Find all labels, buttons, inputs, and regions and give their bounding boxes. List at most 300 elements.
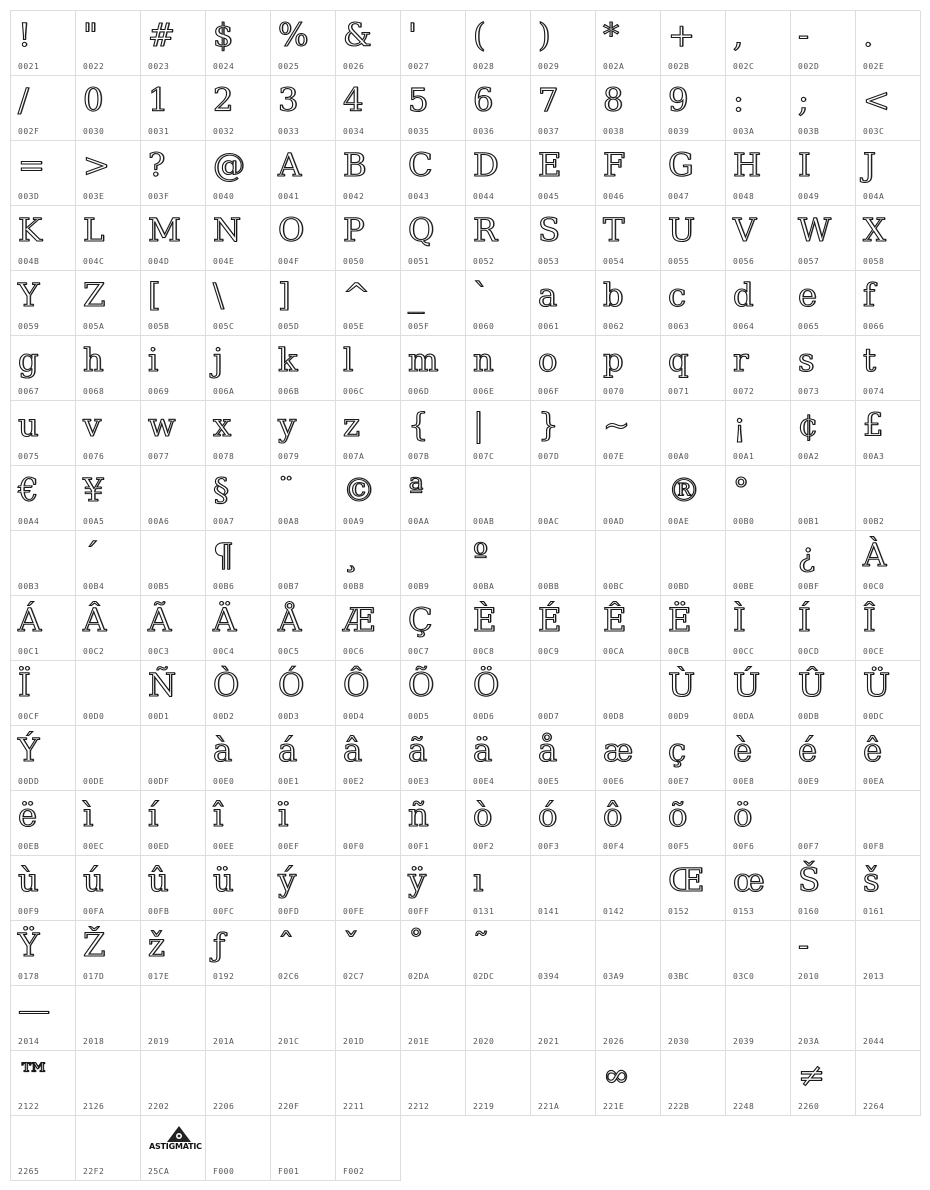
- glyph-cell-0061[interactable]: [531, 271, 596, 336]
- glyph-cell-002d[interactable]: [791, 11, 856, 76]
- glyph-cell-00fd[interactable]: [271, 856, 336, 921]
- glyph-sample: t: [863, 341, 876, 379]
- glyph-cell-0026[interactable]: [336, 11, 401, 76]
- glyph-cell-00e9[interactable]: [791, 726, 856, 791]
- glyph-cell-00c2[interactable]: [76, 596, 141, 661]
- glyph-cell-0069[interactable]: [141, 336, 206, 401]
- glyph-cell-00b5[interactable]: [141, 531, 206, 596]
- glyph-cell-00ba[interactable]: [466, 531, 531, 596]
- glyph-cell-201c[interactable]: [271, 986, 336, 1051]
- glyph-cell-00f5[interactable]: [661, 791, 726, 856]
- glyph-cell-002c[interactable]: [726, 11, 791, 76]
- glyph-cell-017d[interactable]: [76, 921, 141, 986]
- glyph-cell-2260[interactable]: [791, 1051, 856, 1116]
- glyph-cell-0035[interactable]: [401, 76, 466, 141]
- glyph-cell-00dd[interactable]: [11, 726, 76, 791]
- glyph-cell-00b6[interactable]: [206, 531, 271, 596]
- glyph-cell-00e7[interactable]: [661, 726, 726, 791]
- glyph-cell-0076[interactable]: [76, 401, 141, 466]
- glyph-codepoint: 0047: [668, 192, 690, 201]
- glyph-cell-0160[interactable]: [791, 856, 856, 921]
- glyph-cell-0050[interactable]: [336, 206, 401, 271]
- glyph-cell-00f4[interactable]: [596, 791, 661, 856]
- glyph-cell-00b4[interactable]: [76, 531, 141, 596]
- glyph-codepoint: 0078: [213, 452, 235, 461]
- glyph-cell-00b3[interactable]: [11, 531, 76, 596]
- glyph-codepoint: 003D: [18, 192, 40, 201]
- glyph-cell-00c7[interactable]: [401, 596, 466, 661]
- glyph-cell-2014[interactable]: [11, 986, 76, 1051]
- glyph-sample: {: [408, 406, 429, 444]
- glyph-cell-0042[interactable]: [336, 141, 401, 206]
- glyph-cell-0070[interactable]: [596, 336, 661, 401]
- glyph-cell-0152[interactable]: [661, 856, 726, 921]
- glyph-cell-00d4[interactable]: [336, 661, 401, 726]
- glyph-cell-00da[interactable]: [726, 661, 791, 726]
- glyph-cell-0075[interactable]: [11, 401, 76, 466]
- glyph-cell-0057[interactable]: [791, 206, 856, 271]
- glyph-cell-00ef[interactable]: [271, 791, 336, 856]
- glyph-cell-00b7[interactable]: [271, 531, 336, 596]
- glyph-codepoint: 007A: [343, 452, 365, 461]
- glyph-cell-2206[interactable]: [206, 1051, 271, 1116]
- glyph-cell-00ed[interactable]: [141, 791, 206, 856]
- glyph-cell-2248[interactable]: [726, 1051, 791, 1116]
- glyph-codepoint: 00FF: [408, 907, 430, 916]
- glyph-cell-00a7[interactable]: [206, 466, 271, 531]
- glyph-cell-02da[interactable]: [401, 921, 466, 986]
- glyph-codepoint: 00C0: [863, 582, 885, 591]
- glyph-cell-2019[interactable]: [141, 986, 206, 1051]
- glyph-cell-00eb[interactable]: [11, 791, 76, 856]
- glyph-codepoint: 00EE: [213, 842, 235, 851]
- glyph-cell-00e1[interactable]: [271, 726, 336, 791]
- glyph-cell-201d[interactable]: [336, 986, 401, 1051]
- glyph-cell-0024[interactable]: [206, 11, 271, 76]
- glyph-cell-002f[interactable]: [11, 76, 76, 141]
- glyph-codepoint: 02DC: [473, 972, 495, 981]
- glyph-cell-0178[interactable]: [11, 921, 76, 986]
- glyph-cell-00f1[interactable]: [401, 791, 466, 856]
- glyph-cell-0074[interactable]: [856, 336, 921, 401]
- glyph-cell-00f2[interactable]: [466, 791, 531, 856]
- glyph-cell-004e[interactable]: [206, 206, 271, 271]
- glyph-cell-00fa[interactable]: [76, 856, 141, 921]
- glyph-cell-2122[interactable]: [11, 1051, 76, 1116]
- glyph-cell-0025[interactable]: [271, 11, 336, 76]
- glyph-cell-00b8[interactable]: [336, 531, 401, 596]
- glyph-cell-00c0[interactable]: [856, 531, 921, 596]
- glyph-cell-00d1[interactable]: [141, 661, 206, 726]
- glyph-codepoint: 00D1: [148, 712, 170, 721]
- glyph-cell-0072[interactable]: [726, 336, 791, 401]
- glyph-codepoint: 00DC: [863, 712, 885, 721]
- glyph-cell-00fb[interactable]: [141, 856, 206, 921]
- glyph-cell-00bc[interactable]: [596, 531, 661, 596]
- glyph-cell-00d3[interactable]: [271, 661, 336, 726]
- glyph-cell-2026[interactable]: [596, 986, 661, 1051]
- glyph-cell-2020[interactable]: [466, 986, 531, 1051]
- glyph-cell-017e[interactable]: [141, 921, 206, 986]
- glyph-cell-00a0[interactable]: [661, 401, 726, 466]
- glyph-cell-005e[interactable]: [336, 271, 401, 336]
- glyph-cell-00cb[interactable]: [661, 596, 726, 661]
- glyph-cell-2021[interactable]: [531, 986, 596, 1051]
- glyph-cell-00d9[interactable]: [661, 661, 726, 726]
- glyph-cell-0051[interactable]: [401, 206, 466, 271]
- glyph-sample: ú: [83, 861, 104, 899]
- glyph-cell-005c[interactable]: [206, 271, 271, 336]
- glyph-sample: ƒ: [213, 926, 225, 964]
- glyph-sample: ∞: [603, 1056, 630, 1094]
- glyph-cell-00bb[interactable]: [531, 531, 596, 596]
- glyph-cell-0031[interactable]: [141, 76, 206, 141]
- glyph-cell-00c6[interactable]: [336, 596, 401, 661]
- glyph-cell-0064[interactable]: [726, 271, 791, 336]
- glyph-cell-00e2[interactable]: [336, 726, 401, 791]
- glyph-cell-003e[interactable]: [76, 141, 141, 206]
- glyph-cell-00a6[interactable]: [141, 466, 206, 531]
- glyph-cell-201a[interactable]: [206, 986, 271, 1051]
- glyph-cell-00f3[interactable]: [531, 791, 596, 856]
- glyph-cell-005d[interactable]: [271, 271, 336, 336]
- glyph-cell-007e[interactable]: [596, 401, 661, 466]
- glyph-cell-0032[interactable]: [206, 76, 271, 141]
- glyph-cell-00ea[interactable]: [856, 726, 921, 791]
- glyph-cell-2126[interactable]: [76, 1051, 141, 1116]
- glyph-codepoint: 002F: [18, 127, 40, 136]
- glyph-cell-02dc[interactable]: [466, 921, 531, 986]
- glyph-cell-00f7[interactable]: [791, 791, 856, 856]
- glyph-sample: b: [603, 276, 624, 314]
- glyph-cell-006c[interactable]: [336, 336, 401, 401]
- glyph-cell-0059[interactable]: [11, 271, 76, 336]
- glyph-codepoint: 00C6: [343, 647, 365, 656]
- glyph-cell-0047[interactable]: [661, 141, 726, 206]
- glyph-cell-222b[interactable]: [661, 1051, 726, 1116]
- glyph-codepoint: 0048: [733, 192, 755, 201]
- glyph-cell-00d0[interactable]: [76, 661, 141, 726]
- glyph-codepoint: 00F8: [863, 842, 885, 851]
- glyph-cell-2013[interactable]: [856, 921, 921, 986]
- glyph-cell-0043[interactable]: [401, 141, 466, 206]
- glyph-cell-00db[interactable]: [791, 661, 856, 726]
- glyph-cell-003c[interactable]: [856, 76, 921, 141]
- glyph-cell-0062[interactable]: [596, 271, 661, 336]
- glyph-cell-00cf[interactable]: [11, 661, 76, 726]
- glyph-cell-003b[interactable]: [791, 76, 856, 141]
- glyph-cell-00cd[interactable]: [791, 596, 856, 661]
- glyph-codepoint: 00B5: [148, 582, 170, 591]
- glyph-cell-0039[interactable]: [661, 76, 726, 141]
- glyph-cell-00c8[interactable]: [466, 596, 531, 661]
- glyph-cell-0192[interactable]: [206, 921, 271, 986]
- glyph-sample: H: [733, 146, 761, 184]
- glyph-cell-005b[interactable]: [141, 271, 206, 336]
- glyph-cell-00f9[interactable]: [11, 856, 76, 921]
- glyph-codepoint: 0028: [473, 62, 495, 71]
- glyph-cell-00e8[interactable]: [726, 726, 791, 791]
- glyph-cell-2219[interactable]: [466, 1051, 531, 1116]
- glyph-cell-007b[interactable]: [401, 401, 466, 466]
- glyph-cell-00e6[interactable]: [596, 726, 661, 791]
- glyph-sample: w: [148, 406, 176, 444]
- glyph-cell-00a9[interactable]: [336, 466, 401, 531]
- glyph-sample: ù: [18, 861, 39, 899]
- glyph-codepoint: 0153: [733, 907, 755, 916]
- glyph-cell-0044[interactable]: [466, 141, 531, 206]
- glyph-cell-00fe[interactable]: [336, 856, 401, 921]
- glyph-cell-00ad[interactable]: [596, 466, 661, 531]
- glyph-cell-2010[interactable]: [791, 921, 856, 986]
- glyph-cell-2030[interactable]: [661, 986, 726, 1051]
- glyph-cell-2211[interactable]: [336, 1051, 401, 1116]
- glyph-cell-f000[interactable]: [206, 1116, 271, 1181]
- glyph-cell-00ac[interactable]: [531, 466, 596, 531]
- glyph-cell-f001[interactable]: [271, 1116, 336, 1181]
- glyph-cell-03a9[interactable]: [596, 921, 661, 986]
- glyph-cell-00aa[interactable]: [401, 466, 466, 531]
- glyph-cell-00d8[interactable]: [596, 661, 661, 726]
- glyph-cell-004c[interactable]: [76, 206, 141, 271]
- glyph-cell-00d5[interactable]: [401, 661, 466, 726]
- glyph-sample: +: [668, 16, 695, 54]
- glyph-codepoint: 00F7: [798, 842, 820, 851]
- glyph-cell-00bd[interactable]: [661, 531, 726, 596]
- glyph-cell-00ee[interactable]: [206, 791, 271, 856]
- glyph-cell-25ca[interactable]: [141, 1116, 206, 1181]
- glyph-cell-00e4[interactable]: [466, 726, 531, 791]
- glyph-codepoint: 201E: [408, 1037, 430, 1046]
- glyph-cell-0078[interactable]: [206, 401, 271, 466]
- glyph-cell-00ae[interactable]: [661, 466, 726, 531]
- glyph-cell-00c9[interactable]: [531, 596, 596, 661]
- glyph-sample: !: [18, 16, 31, 54]
- glyph-cell-0071[interactable]: [661, 336, 726, 401]
- glyph-cell-201e[interactable]: [401, 986, 466, 1051]
- glyph-cell-003d[interactable]: [11, 141, 76, 206]
- glyph-cell-00a5[interactable]: [76, 466, 141, 531]
- glyph-sample: L: [83, 211, 105, 249]
- glyph-cell-00c1[interactable]: [11, 596, 76, 661]
- glyph-cell-0058[interactable]: [856, 206, 921, 271]
- glyph-sample: 7: [538, 81, 559, 119]
- glyph-cell-0161[interactable]: [856, 856, 921, 921]
- glyph-cell-00d2[interactable]: [206, 661, 271, 726]
- glyph-cell-0053[interactable]: [531, 206, 596, 271]
- glyph-sample: c: [668, 276, 686, 314]
- glyph-cell-221a[interactable]: [531, 1051, 596, 1116]
- glyph-codepoint: 004F: [278, 257, 300, 266]
- glyph-cell-0073[interactable]: [791, 336, 856, 401]
- glyph-cell-0063[interactable]: [661, 271, 726, 336]
- glyph-cell-00a8[interactable]: [271, 466, 336, 531]
- glyph-cell-0048[interactable]: [726, 141, 791, 206]
- glyph-cell-221e[interactable]: [596, 1051, 661, 1116]
- glyph-cell-0041[interactable]: [271, 141, 336, 206]
- glyph-cell-006b[interactable]: [271, 336, 336, 401]
- glyph-sample: é: [798, 731, 817, 769]
- glyph-codepoint: 2021: [538, 1037, 560, 1046]
- glyph-codepoint: 00E4: [473, 777, 495, 786]
- glyph-cell-0079[interactable]: [271, 401, 336, 466]
- glyph-cell-0038[interactable]: [596, 76, 661, 141]
- glyph-codepoint: 006F: [538, 387, 560, 396]
- glyph-cell-0394[interactable]: [531, 921, 596, 986]
- glyph-cell-00d7[interactable]: [531, 661, 596, 726]
- glyph-cell-0065[interactable]: [791, 271, 856, 336]
- glyph-sample: Ò: [213, 666, 240, 704]
- glyph-cell-004f[interactable]: [271, 206, 336, 271]
- glyph-cell-0029[interactable]: [531, 11, 596, 76]
- glyph-cell-0056[interactable]: [726, 206, 791, 271]
- glyph-cell-002a[interactable]: [596, 11, 661, 76]
- glyph-cell-02c7[interactable]: [336, 921, 401, 986]
- glyph-cell-f002[interactable]: [336, 1116, 401, 1181]
- glyph-cell-00ff[interactable]: [401, 856, 466, 921]
- glyph-cell-00f8[interactable]: [856, 791, 921, 856]
- glyph-cell-0131[interactable]: [466, 856, 531, 921]
- glyph-cell-00f0[interactable]: [336, 791, 401, 856]
- glyph-codepoint: 00F1: [408, 842, 430, 851]
- glyph-cell-00b0[interactable]: [726, 466, 791, 531]
- glyph-cell-00ce[interactable]: [856, 596, 921, 661]
- glyph-sample: õ: [668, 796, 688, 834]
- glyph-cell-007a[interactable]: [336, 401, 401, 466]
- glyph-cell-00b1[interactable]: [791, 466, 856, 531]
- glyph-cell-2039[interactable]: [726, 986, 791, 1051]
- glyph-cell-0022[interactable]: [76, 11, 141, 76]
- glyph-cell-00d6[interactable]: [466, 661, 531, 726]
- glyph-cell-0049[interactable]: [791, 141, 856, 206]
- glyph-cell-00cc[interactable]: [726, 596, 791, 661]
- glyph-cell-00a1[interactable]: [726, 401, 791, 466]
- glyph-cell-0021[interactable]: [11, 11, 76, 76]
- glyph-cell-0052[interactable]: [466, 206, 531, 271]
- glyph-codepoint: 0031: [148, 127, 170, 136]
- glyph-cell-03bc[interactable]: [661, 921, 726, 986]
- glyph-cell-006d[interactable]: [401, 336, 466, 401]
- glyph-cell-00ab[interactable]: [466, 466, 531, 531]
- glyph-cell-00de[interactable]: [76, 726, 141, 791]
- glyph-cell-00c5[interactable]: [271, 596, 336, 661]
- glyph-cell-0055[interactable]: [661, 206, 726, 271]
- glyph-cell-00e5[interactable]: [531, 726, 596, 791]
- glyph-cell-00a4[interactable]: [11, 466, 76, 531]
- glyph-cell-2264[interactable]: [856, 1051, 921, 1116]
- glyph-codepoint: 00F5: [668, 842, 690, 851]
- glyph-cell-0142[interactable]: [596, 856, 661, 921]
- glyph-cell-007c[interactable]: [466, 401, 531, 466]
- glyph-cell-0023[interactable]: [141, 11, 206, 76]
- glyph-cell-0034[interactable]: [336, 76, 401, 141]
- glyph-cell-004b[interactable]: [11, 206, 76, 271]
- glyph-cell-00e0[interactable]: [206, 726, 271, 791]
- glyph-cell-006a[interactable]: [206, 336, 271, 401]
- glyph-cell-003a[interactable]: [726, 76, 791, 141]
- glyph-cell-00a2[interactable]: [791, 401, 856, 466]
- glyph-codepoint: 00F3: [538, 842, 560, 851]
- glyph-cell-004a[interactable]: [856, 141, 921, 206]
- glyph-cell-0028[interactable]: [466, 11, 531, 76]
- glyph-sample: Š: [798, 861, 820, 899]
- glyph-cell-00f6[interactable]: [726, 791, 791, 856]
- glyph-cell-22f2[interactable]: [76, 1116, 141, 1181]
- glyph-cell-002b[interactable]: [661, 11, 726, 76]
- glyph-cell-002e[interactable]: [856, 11, 921, 76]
- glyph-cell-02c6[interactable]: [271, 921, 336, 986]
- glyph-cell-2018[interactable]: [76, 986, 141, 1051]
- glyph-cell-00e3[interactable]: [401, 726, 466, 791]
- glyph-cell-0068[interactable]: [76, 336, 141, 401]
- glyph-cell-0066[interactable]: [856, 271, 921, 336]
- glyph-cell-00c4[interactable]: [206, 596, 271, 661]
- glyph-cell-0030[interactable]: [76, 76, 141, 141]
- glyph-sample: ê: [863, 731, 882, 769]
- glyph-cell-00be[interactable]: [726, 531, 791, 596]
- glyph-cell-00dc[interactable]: [856, 661, 921, 726]
- glyph-cell-0060[interactable]: [466, 271, 531, 336]
- glyph-codepoint: 00B6: [213, 582, 235, 591]
- glyph-cell-2044[interactable]: [856, 986, 921, 1051]
- glyph-cell-006e[interactable]: [466, 336, 531, 401]
- glyph-cell-006f[interactable]: [531, 336, 596, 401]
- glyph-cell-00fc[interactable]: [206, 856, 271, 921]
- glyph-cell-00a3[interactable]: [856, 401, 921, 466]
- glyph-codepoint: 002A: [603, 62, 625, 71]
- glyph-cell-0040[interactable]: [206, 141, 271, 206]
- glyph-cell-00ca[interactable]: [596, 596, 661, 661]
- glyph-cell-005f[interactable]: [401, 271, 466, 336]
- glyph-codepoint: 0058: [863, 257, 885, 266]
- glyph-codepoint: 00EC: [83, 842, 105, 851]
- glyph-cell-0037[interactable]: [531, 76, 596, 141]
- glyph-cell-00bf[interactable]: [791, 531, 856, 596]
- glyph-cell-0077[interactable]: [141, 401, 206, 466]
- glyph-cell-005a[interactable]: [76, 271, 141, 336]
- glyph-cell-0141[interactable]: [531, 856, 596, 921]
- glyph-cell-0045[interactable]: [531, 141, 596, 206]
- glyph-cell-00df[interactable]: [141, 726, 206, 791]
- glyph-sample: ò: [473, 796, 493, 834]
- glyph-codepoint: 003C: [863, 127, 885, 136]
- glyph-cell-00c3[interactable]: [141, 596, 206, 661]
- glyph-cell-0067[interactable]: [11, 336, 76, 401]
- glyph-codepoint: 00B8: [343, 582, 365, 591]
- glyph-codepoint: 00D5: [408, 712, 430, 721]
- glyph-cell-2265[interactable]: [11, 1116, 76, 1181]
- glyph-cell-2212[interactable]: [401, 1051, 466, 1116]
- glyph-cell-0153[interactable]: [726, 856, 791, 921]
- glyph-cell-0054[interactable]: [596, 206, 661, 271]
- glyph-codepoint: 00BE: [733, 582, 755, 591]
- glyph-cell-2202[interactable]: [141, 1051, 206, 1116]
- glyph-cell-03c0[interactable]: [726, 921, 791, 986]
- glyph-cell-220f[interactable]: [271, 1051, 336, 1116]
- glyph-cell-00b2[interactable]: [856, 466, 921, 531]
- glyph-cell-004d[interactable]: [141, 206, 206, 271]
- glyph-cell-0046[interactable]: [596, 141, 661, 206]
- glyph-sample: ž: [148, 926, 165, 964]
- glyph-cell-0027[interactable]: [401, 11, 466, 76]
- glyph-cell-00b9[interactable]: [401, 531, 466, 596]
- glyph-cell-00ec[interactable]: [76, 791, 141, 856]
- glyph-cell-0033[interactable]: [271, 76, 336, 141]
- glyph-cell-0036[interactable]: [466, 76, 531, 141]
- glyph-cell-003f[interactable]: [141, 141, 206, 206]
- glyph-cell-203a[interactable]: [791, 986, 856, 1051]
- glyph-cell-007d[interactable]: [531, 401, 596, 466]
